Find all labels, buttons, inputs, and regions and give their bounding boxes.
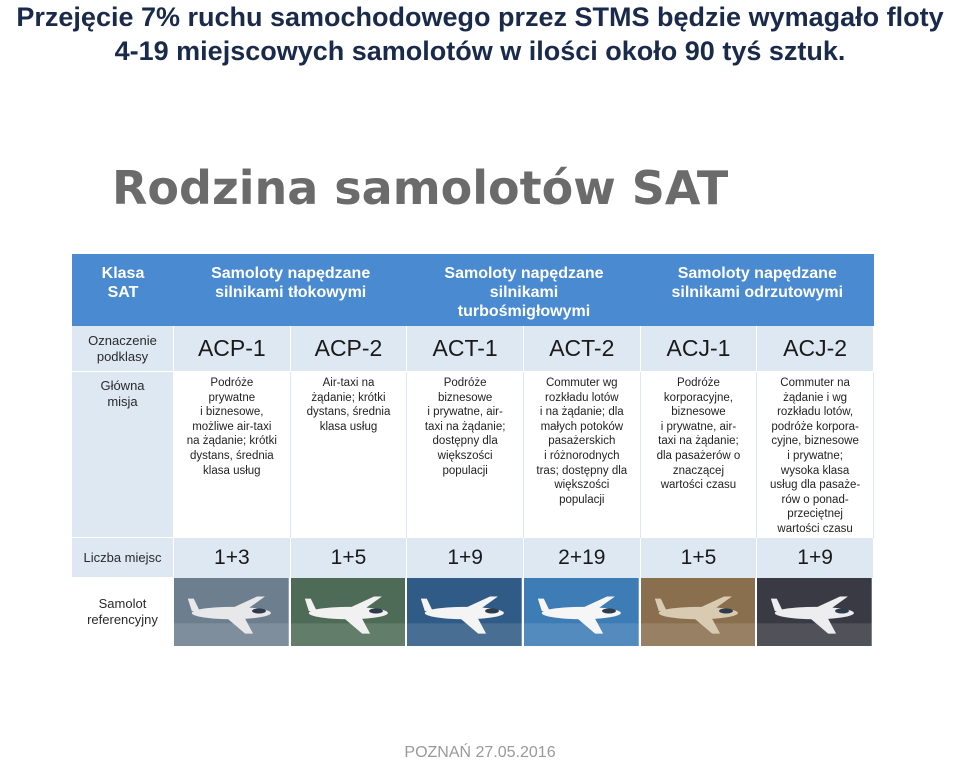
mission-text: Podróże korporacyjne, biznesowe i prywatne, air- taxi na żądanie; dla pasażerów o znaczącej wartości czasu [641, 372, 758, 538]
aircraft-picture [291, 578, 406, 646]
reference-aircraft-photo [291, 578, 408, 646]
mission-text: Commuter na żądanie i wg rozkładu lotów, podróże korpora- cyjne, biznesowe i prywatne; wysoka klasa usług dla pasaże- rów o ponad- przeciętnej wartości czasu [757, 372, 874, 538]
aircraft-cockpit [369, 608, 383, 613]
subclass-code: ACJ-2 [757, 326, 874, 372]
subclass-code: ACT-1 [407, 326, 524, 372]
photo-horizon [407, 623, 522, 646]
aircraft-picture [757, 578, 872, 646]
mission-text: Air-taxi na żądanie; krótki dystans, średnia klasa usług [291, 372, 408, 538]
reference-aircraft-photo [174, 578, 291, 646]
photo-horizon [757, 623, 872, 646]
seat-count: 2+19 [524, 538, 641, 578]
header-klasa-sat: Klasa SAT [72, 254, 174, 326]
aircraft-cockpit [602, 608, 616, 613]
row-label-reference: Samolot referencyjny [72, 578, 174, 646]
aircraft-picture [641, 578, 756, 646]
seat-count: 1+9 [407, 538, 524, 578]
header-turboprop: Samoloty napędzane silnikami turbośmigłowymi [407, 254, 640, 326]
reference-aircraft-photo [524, 578, 641, 646]
seat-count: 1+3 [174, 538, 291, 578]
photo-horizon [174, 623, 289, 646]
aircraft-cockpit [485, 608, 499, 613]
header-piston: Samoloty napędzane silnikami tłokowymi [174, 254, 407, 326]
aircraft-cockpit [719, 608, 733, 613]
seat-count: 1+5 [641, 538, 758, 578]
subclass-code: ACP-2 [291, 326, 408, 372]
sat-aircraft-table [72, 254, 874, 646]
headline-line-1: Przejęcie 7% ruchu samochodowego przez STMS będzie wymagało floty [16, 2, 944, 32]
slide-footer: POZNAŃ 27.05.2016 [404, 744, 556, 761]
slide-headline [0, 0, 960, 68]
aircraft-picture [407, 578, 522, 646]
reference-aircraft-photo [407, 578, 524, 646]
reference-aircraft-photo [757, 578, 874, 646]
row-label-seats: Liczba miejsc [72, 538, 174, 578]
photo-horizon [291, 623, 406, 646]
mission-text: Podróże biznesowe i prywatne, air- taxi na żądanie; dostępny dla większości populacji [407, 372, 524, 538]
table-title: Rodzina samolotów SAT [112, 161, 729, 215]
reference-aircraft-photo [641, 578, 758, 646]
aircraft-cockpit [252, 608, 266, 613]
photo-horizon [524, 623, 639, 646]
mission-text: Commuter wg rozkładu lotów i na żądanie; dla małych potoków pasażerskich i różnorodnych tras; dostępny dla większości populacji [524, 372, 641, 538]
seat-count: 1+5 [291, 538, 408, 578]
subclass-code: ACP-1 [174, 326, 291, 372]
row-label-subclass: Oznaczenie podklasy [72, 326, 174, 372]
aircraft-picture [174, 578, 289, 646]
headline-line-2: 4-19 miejscowych samolotów w ilości około 90 tyś sztuk. [114, 36, 846, 66]
subclass-code: ACT-2 [524, 326, 641, 372]
subclass-code: ACJ-1 [641, 326, 758, 372]
row-label-mission: Główna misja [72, 372, 174, 538]
mission-text: Podróże prywatne i biznesowe, możliwe air-taxi na żądanie; krótki dystans, średnia klasa usług [174, 372, 291, 538]
seat-count: 1+9 [757, 538, 874, 578]
photo-horizon [641, 623, 756, 646]
aircraft-cockpit [835, 608, 849, 613]
aircraft-picture [524, 578, 639, 646]
header-jet: Samoloty napędzane silnikami odrzutowymi [641, 254, 874, 326]
